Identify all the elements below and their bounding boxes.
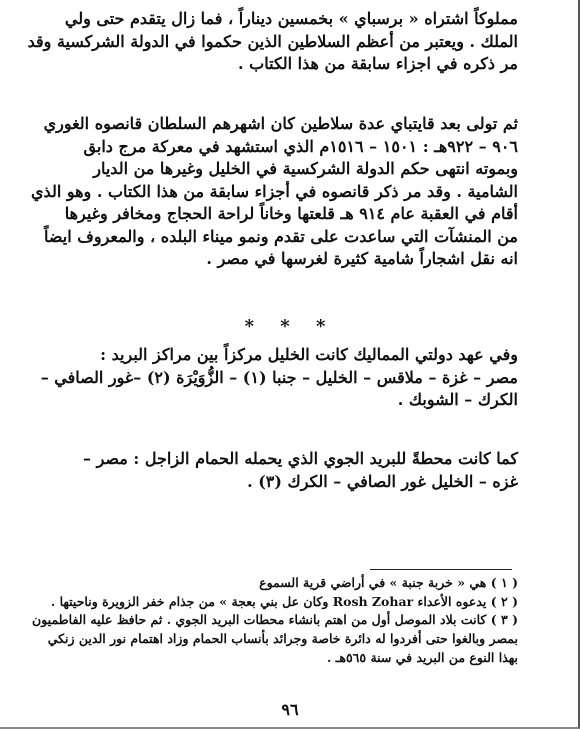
section-separator: * * * xyxy=(244,316,336,337)
text-line: مملوكاً اشتراه « برسباي » بخمسين ديناراً ، فما زال يتقدم حتى ولي xyxy=(64,9,518,28)
footnote-divider xyxy=(370,569,512,570)
text-line: الشامية . وقد مر ذكر قانصوه في أجزاء سابقة من هذا الكتاب . وهو الذي xyxy=(31,181,518,201)
text-line: انه نقل اشجاراً شامية كثيرة لغرسها في مصر . xyxy=(206,249,518,268)
text-line: كما كانت محطةً للبريد الجوي الذي يحمله الحمام الزاجل : مصر – xyxy=(83,449,518,468)
text-line: الكرك – الشوبك . xyxy=(397,390,518,409)
paragraph-3 xyxy=(40,344,518,412)
text-line: من المنشآت التي ساعدت على تقدم ونمو ميناء البلده ، والمعروف ايضاً xyxy=(44,226,518,246)
footnotes xyxy=(32,574,518,668)
text-line: وفي عهد دولتي المماليك كانت الخليل مركزاً بين مراكز البريد : xyxy=(100,345,518,364)
footnote-line: بهذا النوع من البريد في سنة ٥٦٥هـ . xyxy=(326,649,518,665)
footnote-line: ( ٢ ) يدعوه الأعداء Rosh Zohar وكان عل بني بعجة » من جذام خفر الزويرة وناحيتها . xyxy=(50,593,518,609)
paragraph-1 xyxy=(27,8,518,76)
text-line: ٩٠٦ – ٩٢٢هـ : ١٥٠١ – ١٥١٦م الذي استشهد في معركة مرج دابق xyxy=(83,136,518,156)
text-line: مصر – غزة – ملاقس – الخليل – جنبا (١) – الزُّوَيْرَة (٢) –غور الصافي – xyxy=(40,367,518,387)
text-line: غزه – الخليل غور الصافي – الكرك (٣) . xyxy=(247,471,518,491)
footnote-line: ( ٣ ) كانت بلاد الموصل أول من اهتم بانشاء محطات البريد الجوي . ثم حافظ عليه الفاطميون xyxy=(32,612,518,628)
page-number: ٩٦ xyxy=(281,700,299,719)
paragraph-2 xyxy=(31,113,518,271)
text-line: ثم تولى بعد قايتباي عدة سلاطين كان اشهرهم السلطان قانصوه الغوري xyxy=(43,114,518,133)
text-line: وبموته انتهى حكم الدولة الشركسية في الخليل وغيرها من الديار xyxy=(93,159,518,178)
paragraph-4 xyxy=(58,448,518,493)
footnote-line: بمصر وبالغوا حتى أفردوا له دائرة خاصة وجرائد بأنساب الحمام وزاد اهتمام نور الدين زنكي xyxy=(47,631,518,647)
text-line: مر ذكره في اجزاء سابقة من هذا الكتاب . xyxy=(238,54,518,73)
text-line: الملك . ويعتبر من أعظم السلاطين الذين حكموا في الدولة الشركسية وقد xyxy=(27,31,518,51)
footnote-line: ( ١ ) هي « خربة جنبة » في أراضي قرية السموع xyxy=(259,575,518,590)
text-line: أقام في العقبة عام ٩١٤ هـ قلعتها وخاناً لراحة الحجاج ومخافر وغيرها xyxy=(64,204,518,223)
